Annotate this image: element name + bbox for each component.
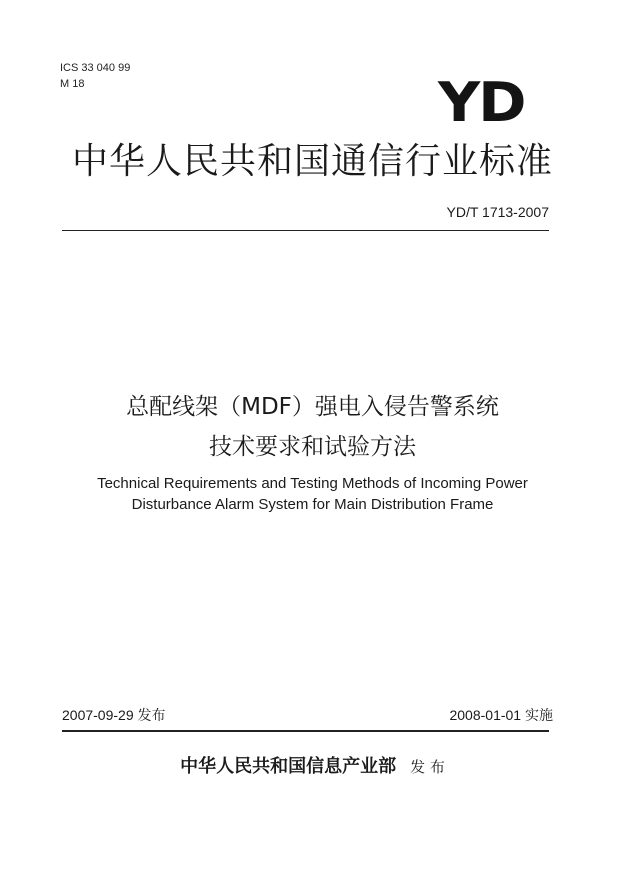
title-chinese-line-2: 技术要求和试验方法 <box>209 434 416 460</box>
footer-divider <box>62 730 549 732</box>
classification-codes <box>60 60 130 92</box>
publisher-name: 中华人民共和国信息产业部 <box>180 756 397 777</box>
ics-code: ICS 33 040 99 <box>60 62 131 74</box>
issue-date: 2007-09-29 发布 <box>62 707 166 723</box>
implementation-date: 2008-01-01 实施 <box>449 707 553 723</box>
publisher-line <box>0 755 625 779</box>
ccs-code: M 18 <box>60 78 85 90</box>
yd-logo: YD <box>438 71 525 134</box>
industry-standard-title: 中华人民共和国通信行业标准 <box>71 141 553 182</box>
title-chinese-line-1: 总配线架（MDF）强电入侵告警系统 <box>126 394 499 420</box>
publisher-verb: 发 布 <box>410 758 445 776</box>
title-english-line-1: Technical Requirements and Testing Methods of Incoming Power <box>97 475 528 492</box>
standard-number: YD/T 1713-2007 <box>446 204 549 220</box>
title-english-line-2: Disturbance Alarm System for Main Distribution Frame <box>131 496 494 513</box>
header-divider <box>62 230 549 231</box>
